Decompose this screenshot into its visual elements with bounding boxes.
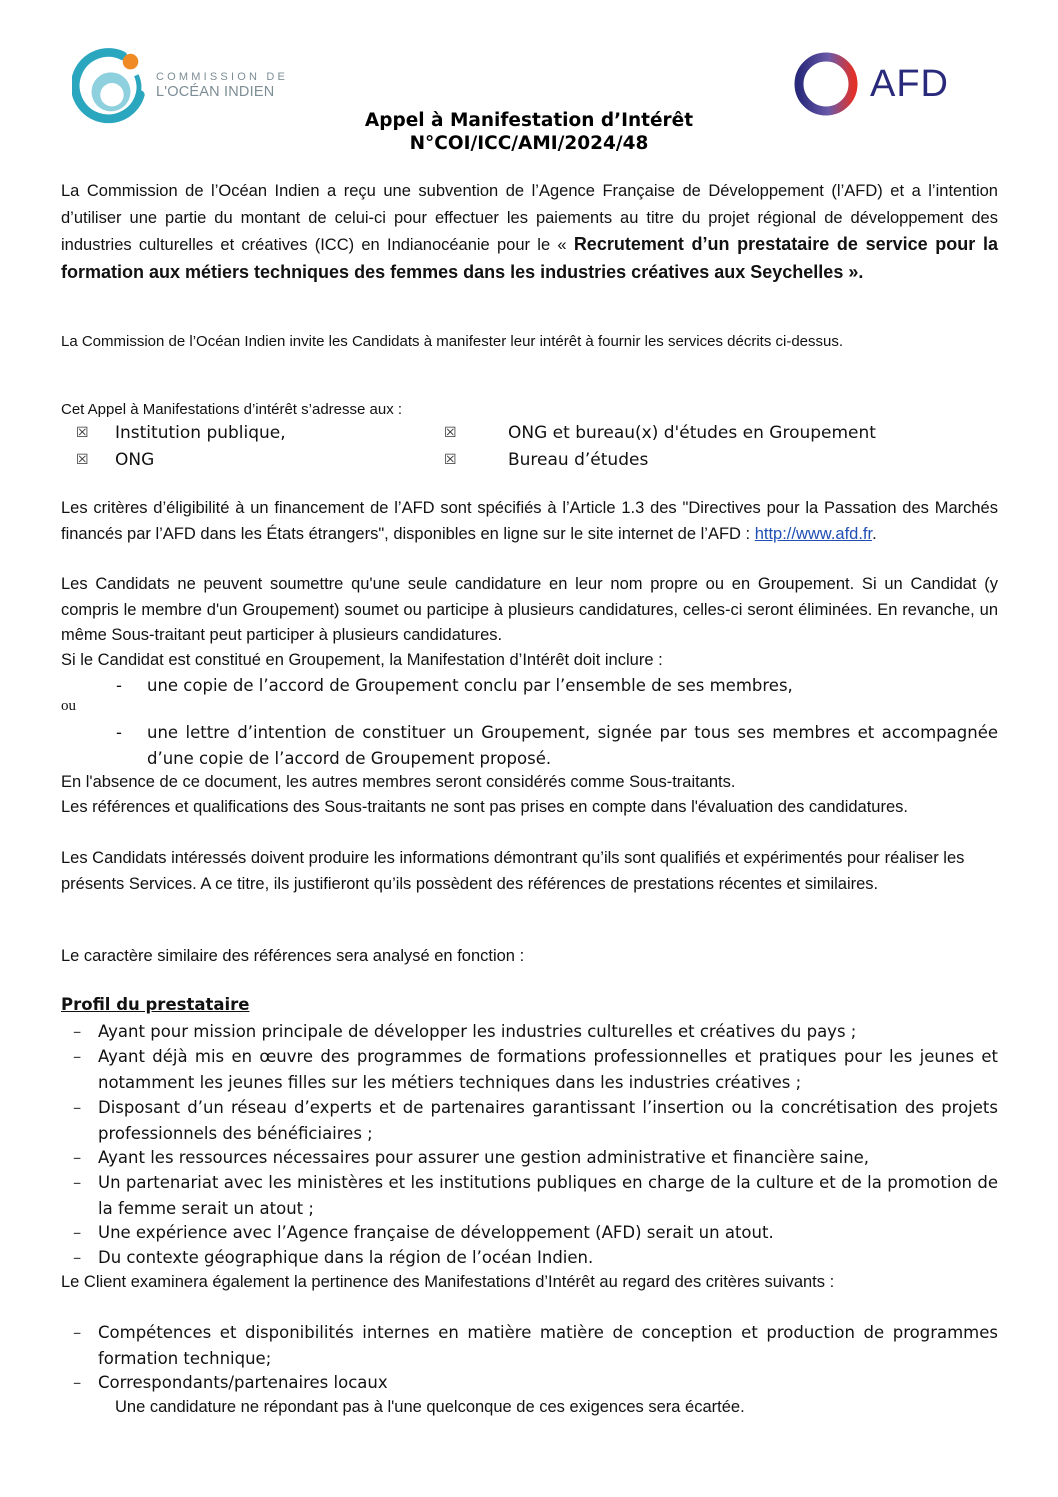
audience-checklist — [61, 420, 998, 474]
criteria-item-text: Correspondants/partenaires locaux — [98, 1373, 388, 1392]
afd-website-link[interactable]: http://www.afd.fr — [754, 524, 873, 543]
eligibility-after: . — [872, 524, 877, 543]
checkbox-institution[interactable]: ☒ — [76, 425, 89, 441]
checkbox-label: Institution publique, — [115, 423, 286, 443]
bullet-marker: – — [73, 1047, 82, 1066]
profile-item-text: Ayant pour mission principale de développer les industries culturelles et créatives du pays ; — [98, 1022, 857, 1041]
groupement-item-text: une lettre d’intention de constituer un Groupement, signée par tous ses membres et accompagnée d’une copie de l’accord de Groupement proposé. — [147, 723, 998, 768]
criteria-item-text: Compétences et disponibilités internes en matière matière de conception et production de programmes formation technique; — [98, 1323, 998, 1368]
absence-paragraph: En l'absence de ce document, les autres membres seront considérés comme Sous-traitants. — [61, 773, 736, 791]
coi-name-line1: COMMISSION DE — [156, 71, 289, 83]
title-line1: Appel à Manifestation d’Intérêt — [364, 110, 694, 131]
groupement-item-text: une copie de l’accord de Groupement conclu par l’ensemble de ses membres, — [147, 676, 793, 695]
eligibility-text: Les critères d’éligibilité à un financement de l’AFD sont spécifiés à l’Article 1.3 des "Directives pour la Passation des Marchés financés par l’AFD dans les États étrangers", disponibles en ligne sur le site internet de l’AFD : — [61, 499, 998, 543]
checkbox-ong[interactable]: ☒ — [76, 452, 89, 468]
invite-paragraph: La Commission de l’Océan Indien invite les Candidats à manifester leur intérêt à fournir les services décrits ci-dessus. — [61, 333, 844, 350]
dash-marker: - — [116, 723, 122, 742]
groupement-intro: Si le Candidat est constitué en Groupement, la Manifestation d’Intérêt doit inclure : — [61, 651, 663, 669]
single-candidature-paragraph: Les Candidats ne peuvent soumettre qu'une seule candidature en leur nom propre ou en Groupement. Si un Candidat (y compris le membre d'un Groupement) soumet ou participe à plusieurs candidatures, celles-ci seront éliminées. En revanche, un même Sous-traitant peut participer à plusieurs candidatures. — [61, 575, 998, 644]
bullet-marker: – — [73, 1148, 82, 1167]
bullet-marker: – — [73, 1373, 82, 1392]
page-title — [0, 109, 1058, 155]
checkbox-label: ONG — [115, 450, 155, 470]
intro-object: Recrutement d’un prestataire de service pour la formation aux métiers techniques des femmes dans les industries créatives aux Seychelles ». — [61, 234, 998, 282]
audience-intro: Cet Appel à Manifestations d’intérêt s’adresse aux : — [61, 401, 403, 418]
profile-item-text: Un partenariat avec les ministères et les institutions publiques en charge de la culture et de la promotion de la femme serait un atout ; — [98, 1173, 998, 1218]
checkbox-label: Bureau d’études — [508, 450, 649, 470]
closing-statement: Une candidature ne répondant pas à l'une quelconque de ces exigences sera écartée. — [115, 1398, 745, 1416]
bullet-marker: – — [73, 1098, 82, 1117]
profile-item-text: Une expérience avec l’Agence française de développement (AFD) serait un atout. — [98, 1223, 774, 1242]
title-reference: N°COI/ICC/AMI/2024/48 — [409, 133, 649, 154]
profile-item-text: Disposant d’un réseau d’experts et de partenaires garantissant l’insertion ou la concrétisation des projets professionnels des bénéficiaires ; — [98, 1098, 998, 1143]
afd-wordmark: AFD — [870, 62, 949, 105]
bullet-marker: – — [73, 1248, 82, 1267]
interested-paragraph: Les Candidats intéressés doivent produire les informations démontrant qu’ils sont qualifiés et expérimentés pour réaliser les présents Services. A ce titre, ils justifieront qu’ils possèdent des références de prestations récentes et similaires. — [61, 849, 965, 893]
profile-item-text: Du contexte géographique dans la région de l’océan Indien. — [98, 1248, 594, 1267]
profile-item-text: Ayant déjà mis en œuvre des programmes de formations professionnelles et pratiques pour les jeunes et notamment les jeunes filles sur les métiers techniques dans les industries créatives ; — [98, 1047, 998, 1092]
intro-paragraph — [61, 178, 998, 286]
bullet-marker: – — [73, 1022, 82, 1041]
intro-text: La Commission de l’Océan Indien a reçu une subvention de l’Agence Française de Développement (l’AFD) et a l’intention d’utiliser une partie du montant de celui-ci pour effectuer les paiements au titre du projet régional de développement des industries culturelles et créatives (ICC) en Indianocéanie pour le « — [61, 182, 998, 254]
bullet-marker: – — [73, 1173, 82, 1192]
bullet-marker: – — [73, 1223, 82, 1242]
profile-item-text: Ayant les ressources nécessaires pour assurer une gestion administrative et financière saine, — [98, 1148, 870, 1167]
eligibility-paragraph — [61, 496, 998, 547]
coi-name-line2: L'OCÉAN INDIEN — [156, 84, 275, 100]
checkbox-ong-groupement[interactable]: ☒ — [444, 425, 457, 441]
similar-paragraph: Le caractère similaire des références sera analysé en fonction : — [61, 947, 525, 965]
dash-marker: - — [116, 676, 122, 695]
checkbox-label: ONG et bureau(x) d'études en Groupement — [508, 423, 876, 443]
profile-heading: Profil du prestataire — [61, 995, 250, 1014]
bullet-marker: – — [73, 1323, 82, 1342]
or-separator: ou — [61, 698, 76, 714]
checkbox-bureau[interactable]: ☒ — [444, 452, 457, 468]
references-paragraph: Les références et qualifications des Sous-traitants ne sont pas prises en compte dans l'évaluation des candidatures. — [61, 798, 908, 816]
criteria-intro: Le Client examinera également la pertinence des Manifestations d’Intérêt au regard des critères suivants : — [61, 1273, 835, 1291]
